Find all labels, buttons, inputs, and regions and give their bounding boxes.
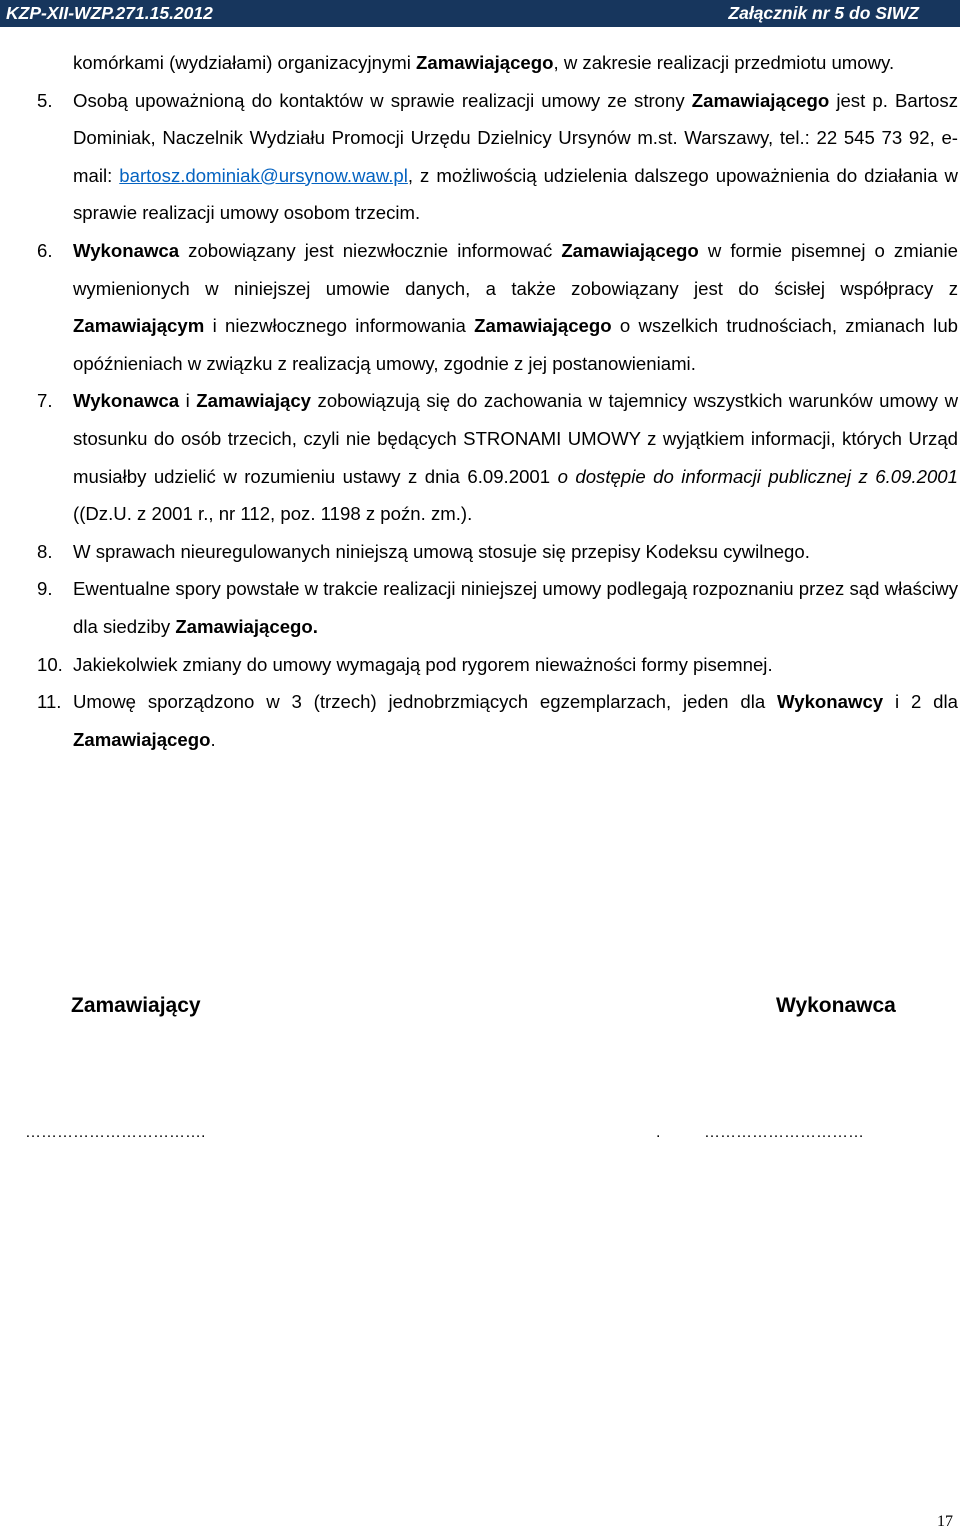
bold-term: Zamawiającego <box>561 239 699 261</box>
text: zobowiązany jest niezwłocznie informować <box>179 239 562 261</box>
paragraph-5 <box>37 82 958 232</box>
text: Jakiekolwiek zmiany do umowy wymagają pod rygorem nieważności formy pisemnej. <box>73 653 773 675</box>
bold-term: Zamawiającego <box>73 728 211 750</box>
bold-term: Wykonawca <box>73 390 180 412</box>
text: w formie pisemnej o zmianie wymienionych w niniejszej umowie danych, a także zobowiązany jest do ścisłej współpracy z <box>73 239 958 299</box>
paragraph-11 <box>37 683 958 758</box>
paragraph-number: 5. <box>37 89 53 111</box>
bold-term: Zamawiającego <box>691 89 830 111</box>
paragraph-number: 8. <box>37 540 53 562</box>
signature-title-contractor: Wykonawca <box>776 994 896 1017</box>
text: ((Dz.U. z 2001 r., nr 112, poz. 1198 z poźn. zm.). <box>73 503 473 525</box>
text: W sprawach nieuregulowanych niniejszą umową stosuje się przepisy Kodeksu cywilnego. <box>73 540 810 562</box>
bold-term: Wykonawcy <box>777 691 884 713</box>
bold-term: Zamawiającego <box>416 52 554 73</box>
italic-act-title: o dostępie do informacji publicznej z 6.09.2001 <box>557 465 958 487</box>
bold-term: Zamawiającym <box>73 315 205 337</box>
text: Osobą upoważnioną do kontaktów w sprawie realizacji umowy ze strony <box>73 89 692 111</box>
contract-body <box>37 44 958 758</box>
text: Ewentualne spory powstałe w trakcie realizacji niniejszej umowy podlegają rozpoznaniu przez sąd właściwy dla siedziby <box>73 578 958 637</box>
paragraph-8 <box>37 533 958 571</box>
bold-term: Zamawiający <box>196 390 312 412</box>
bold-term: Zamawiającego. <box>175 615 318 637</box>
paragraph-continuation <box>37 44 958 82</box>
bold-term: Zamawiającego <box>474 315 612 337</box>
paragraph-number: 10. <box>37 653 63 675</box>
bold-term: Wykonawca <box>73 239 180 261</box>
text: . <box>210 728 216 750</box>
text: o wszelkich trudnościach, zmianach lub opóźnieniach w związku z realizacją umowy, zgodnie z jej postanowieniami. <box>73 315 958 374</box>
signature-title-ordering-party: Zamawiający <box>71 994 201 1017</box>
text: zobowiązują się do zachowania w tajemnicy wszystkich warunków umowy w stosunku do osób trzecich, czyli nie będących STRONAMI UMOWY z wyjątkiem informacji, których Urząd musiałby udzielić w rozumieniu ustawy z dnia 6.09.2001 <box>73 390 958 487</box>
page-number: 17 <box>937 1513 953 1530</box>
text: , w zakresie realizacji przedmiotu umowy. <box>553 52 895 73</box>
signature-line-right: ………………………… <box>704 1124 864 1141</box>
signature-separator-dot: . <box>656 1124 661 1141</box>
text: komórkami (wydziałami) organizacyjnymi <box>73 52 417 73</box>
signature-line-left: ……………………………. <box>25 1124 206 1141</box>
paragraph-number: 6. <box>37 239 53 261</box>
email-link[interactable]: bartosz.dominiak@ursynow.waw.pl <box>119 164 408 186</box>
paragraph-9 <box>37 570 958 645</box>
paragraph-10 <box>37 646 958 684</box>
attachment-label: Załącznik nr 5 do SIWZ <box>728 3 919 23</box>
header-band <box>0 0 960 27</box>
text: i 2 dla <box>883 691 958 713</box>
paragraph-number: 9. <box>37 578 53 600</box>
text: , z możliwością udzielenia dalszego upoważnienia do działania w sprawie realizacji umowy osobom trzecim. <box>73 164 958 224</box>
text: jest p. Bartosz Dominiak, Naczelnik Wydziału Promocji Urzędu Dzielnicy Ursynów m.st. Warszawy, tel.: 22 545 73 92, e-mail: <box>73 89 958 186</box>
text: i niezwłocznego informowania <box>204 315 475 337</box>
paragraph-6 <box>37 232 958 382</box>
paragraph-7 <box>37 382 958 532</box>
paragraph-number: 11. <box>37 691 62 713</box>
text: i <box>179 390 197 412</box>
paragraph-number: 7. <box>37 390 53 412</box>
document-reference: KZP-XII-WZP.271.15.2012 <box>6 3 213 23</box>
text: Umowę sporządzono w 3 (trzech) jednobrzmiących egzemplarzach, jeden dla <box>73 691 778 713</box>
